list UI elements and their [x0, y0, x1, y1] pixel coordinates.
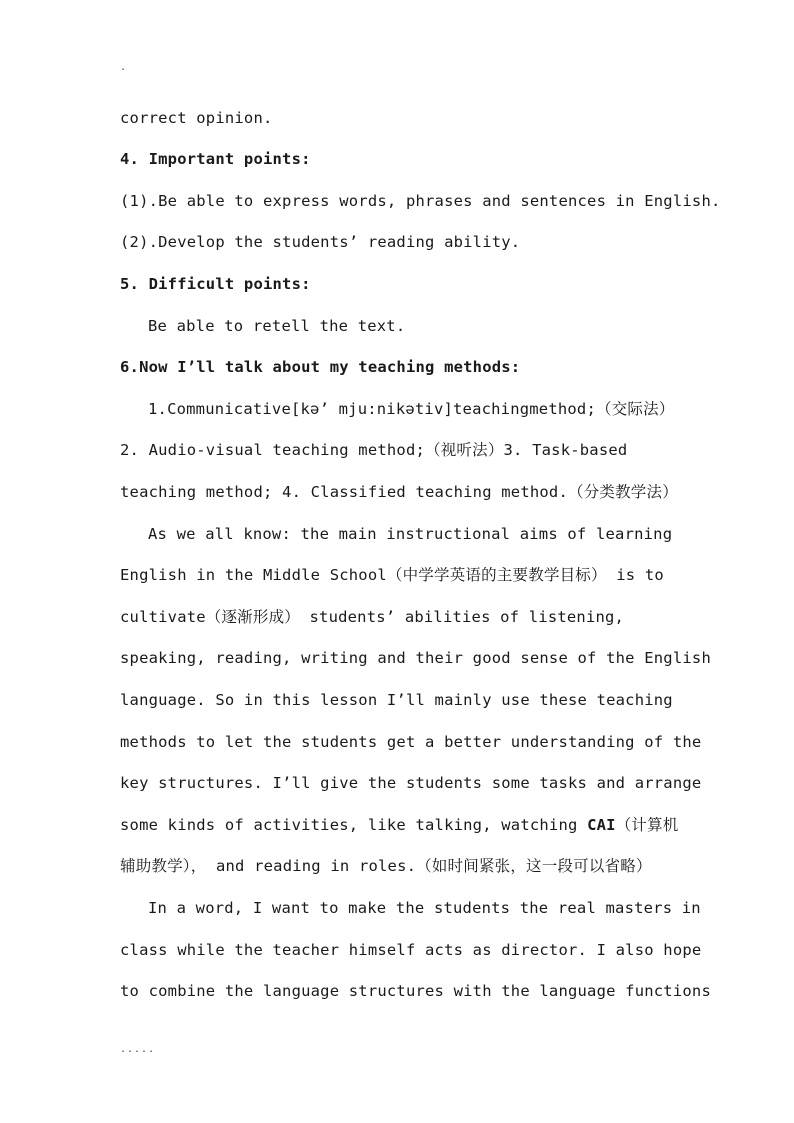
text-line: key structures. I’ll give the students some tasks and arrange	[120, 774, 702, 792]
footer-mark: .....	[120, 1044, 156, 1055]
text-line: to combine the language structures with the language functions	[120, 982, 711, 1000]
text-line: English in the Middle School（中学学英语的主要教学目标） is to	[120, 566, 664, 584]
text-line: As we all know: the main instructional aims of learning	[148, 525, 673, 543]
text-line: 1.Communicative[kə’ mju:nikətiv]teachingmethod;（交际法）	[148, 400, 675, 418]
text-line: 2. Audio-visual teaching method;（视听法）3. Task-based	[120, 441, 628, 459]
text-line: class while the teacher himself acts as director. I also hope	[120, 941, 702, 959]
text-segment: some kinds of activities, like talking, watching	[120, 816, 578, 834]
text-line: language. So in this lesson I’ll mainly use these teaching	[120, 691, 673, 709]
text-line: (2).Develop the students’ reading ability.	[120, 233, 521, 251]
header-mark: .	[120, 62, 127, 73]
section-heading-important-points: 4. Important points:	[120, 150, 311, 168]
text-line: speaking, reading, writing and their good sense of the English	[120, 649, 711, 667]
text-segment: （计算机	[615, 816, 679, 834]
section-heading-difficult-points: 5. Difficult points:	[120, 275, 311, 293]
section-heading-teaching-methods: 6.Now I’ll talk about my teaching methods:	[120, 358, 521, 376]
text-line: correct opinion.	[120, 109, 273, 127]
text-line: (1).Be able to express words, phrases and sentences in English.	[120, 192, 721, 210]
cai-term: CAI	[587, 816, 616, 834]
text-line	[120, 815, 700, 835]
text-line: Be able to retell the text.	[148, 317, 406, 335]
text-line: cultivate（逐渐形成） students’ abilities of listening,	[120, 608, 625, 626]
text-line: In a word, I want to make the students the real masters in	[148, 899, 701, 917]
text-line: teaching method; 4. Classified teaching method.（分类教学法）	[120, 483, 678, 501]
text-line: methods to let the students get a better understanding of the	[120, 733, 702, 751]
text-line: 辅助教学）， and reading in roles.（如时间紧张，这一段可以省略）	[120, 857, 652, 875]
